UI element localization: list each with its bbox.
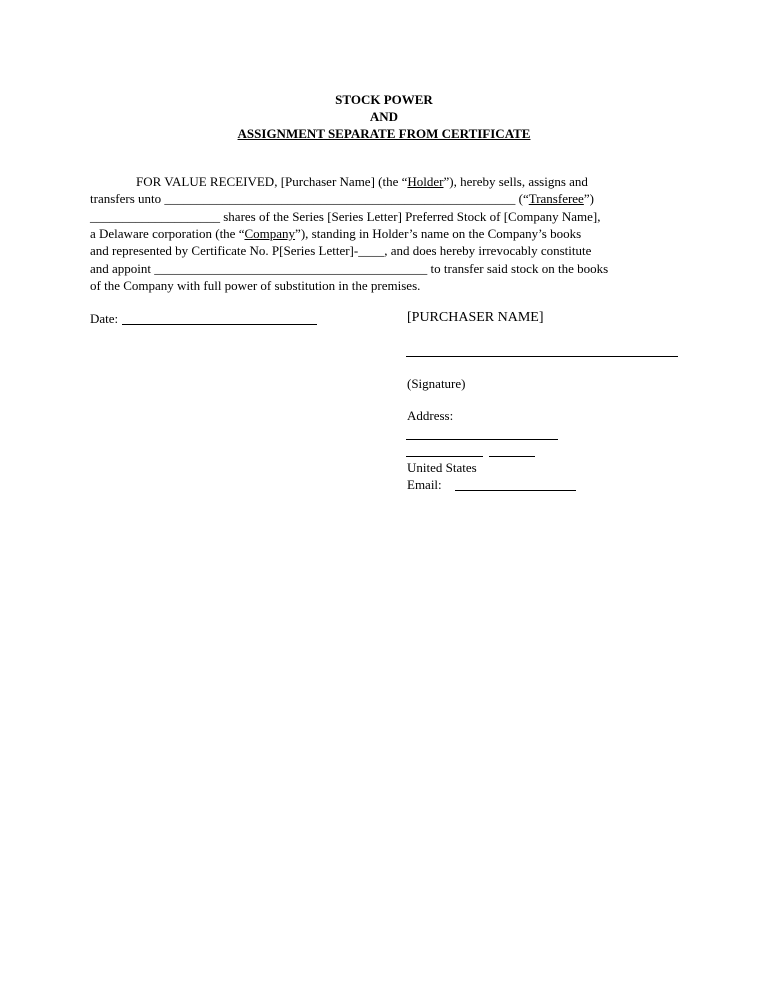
- date-label: Date:: [90, 311, 119, 326]
- signature-label: (Signature): [407, 376, 466, 391]
- address-line-1: [406, 439, 558, 440]
- email-line: [455, 490, 576, 491]
- paragraph-line-5: and represented by Certificate No. P[Series Letter]-____, and does hereby irrevocably constitute: [90, 243, 592, 258]
- paragraph-line-6: and appoint __________________________________________ to transfer said stock on the books: [90, 261, 609, 276]
- company-term: Company: [244, 226, 296, 241]
- country-label: United States: [407, 460, 477, 475]
- title-stock-power: STOCK POWER: [335, 92, 433, 107]
- transferee-term: Transferee: [528, 191, 584, 206]
- signature-line: [406, 356, 678, 357]
- address-line-2a: [406, 456, 483, 457]
- paragraph-line-3: ____________________ shares of the Series [Series Letter] Preferred Stock of [Company Name],: [90, 209, 601, 224]
- address-line-2b: [489, 456, 535, 457]
- paragraph-line-1: FOR VALUE RECEIVED, [Purchaser Name] (the “Holder”), hereby sells, assigns and: [136, 174, 588, 189]
- date-line: [122, 324, 317, 325]
- holder-term: Holder: [407, 174, 444, 189]
- purchaser-name: [PURCHASER NAME]: [407, 310, 544, 325]
- paragraph-line-7: of the Company with full power of substitution in the premises.: [90, 278, 421, 293]
- paragraph-line-2: transfers unto ______________________________________________________ (“Transferee”): [90, 191, 594, 206]
- title-assignment: ASSIGNMENT SEPARATE FROM CERTIFICATE: [237, 126, 531, 141]
- email-label: Email:: [407, 477, 442, 492]
- address-label: Address:: [407, 408, 454, 423]
- title-and: AND: [369, 109, 399, 124]
- paragraph-line-4: a Delaware corporation (the “Company”), standing in Holder’s name on the Company’s books: [90, 226, 582, 241]
